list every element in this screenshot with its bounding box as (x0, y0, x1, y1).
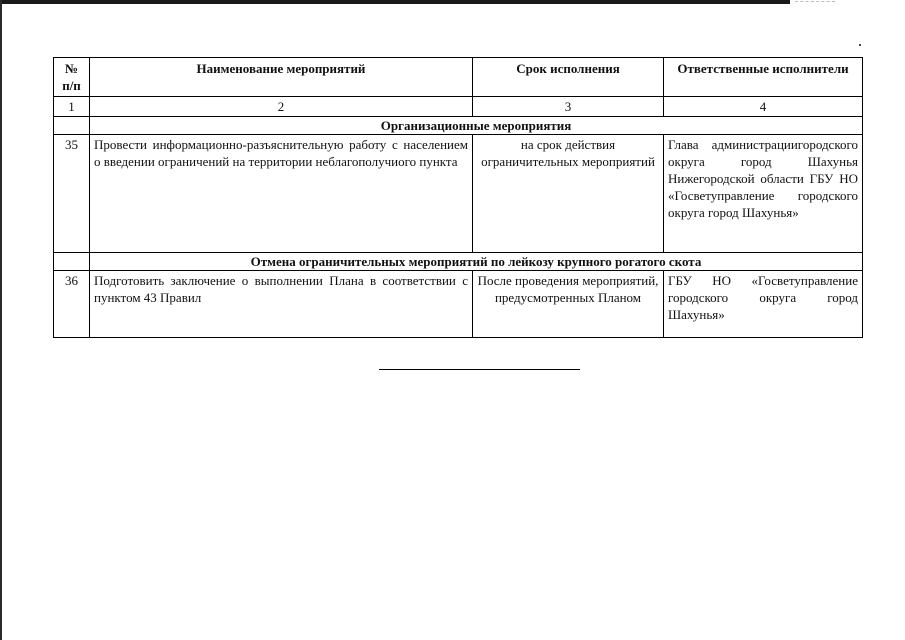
row-num: 35 (54, 135, 90, 253)
header-responsible: Ответственные исполнители (664, 58, 863, 97)
row-deadline: После проведения мероприятий, предусмотренных Планом (473, 271, 664, 338)
section-row (54, 117, 863, 135)
column-number: 4 (664, 97, 863, 117)
column-number-row (54, 97, 863, 117)
row-name: Провести информационно-разъяснительную работу с населением о введении ограничений на территории неблагополучиого пункта (90, 135, 473, 253)
column-number: 1 (54, 97, 90, 117)
row-name: Подготовить заключение о выполнении Плана в соответствии с пунктом 43 Правил (90, 271, 473, 338)
column-number: 2 (90, 97, 473, 117)
scan-artifact (795, 1, 835, 3)
header-num: № п/п (54, 58, 90, 97)
column-number: 3 (473, 97, 664, 117)
header-deadline: Срок исполнения (473, 58, 664, 97)
row-responsible: Глава администрациигородского округа город Шахунья Нижегородской области ГБУ НО «Госветуправление городского округа город Шахунья» (664, 135, 863, 253)
table-row (54, 135, 863, 253)
header-name: Наименование мероприятий (90, 58, 473, 97)
closing-rule (379, 369, 580, 370)
scan-edge-left (0, 0, 2, 640)
row-responsible: ГБУ НО «Госветуправление городского округа город Шахунья» (664, 271, 863, 338)
section-spacer (54, 253, 90, 271)
section-spacer (54, 117, 90, 135)
section-title: Отмена ограничительных мероприятий по лейкозу крупного рогатого скота (90, 253, 863, 271)
row-num: 36 (54, 271, 90, 338)
scan-edge-top (0, 0, 790, 4)
header-row (54, 58, 863, 97)
scan-speck (859, 44, 861, 46)
activities-table (53, 57, 863, 338)
section-title: Организационные мероприятия (90, 117, 863, 135)
table-row (54, 271, 863, 338)
section-row (54, 253, 863, 271)
row-deadline: на срок действия ограничительных мероприятий (473, 135, 664, 253)
